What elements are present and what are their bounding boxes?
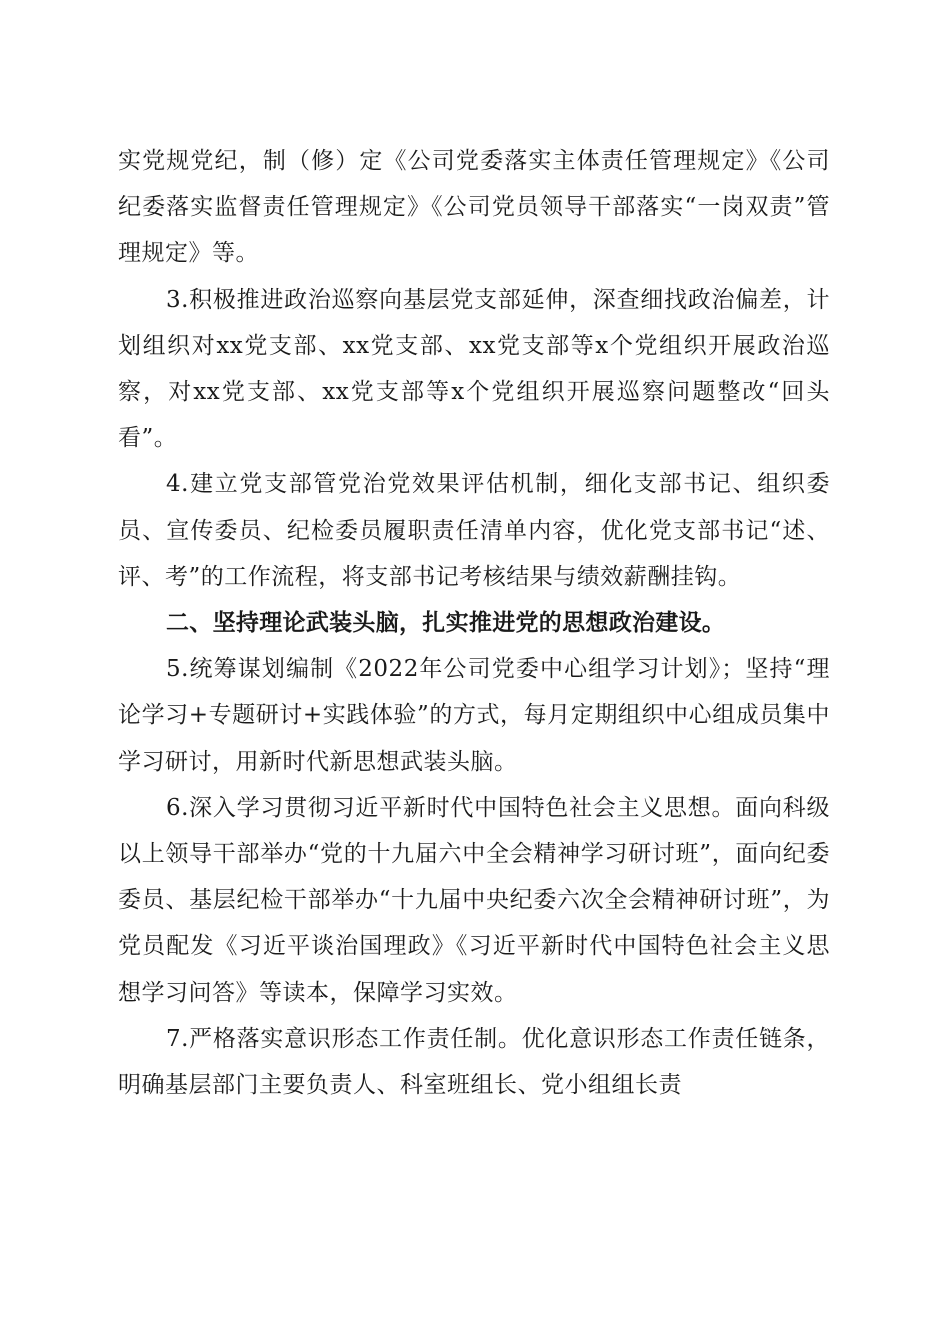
paragraph-item-7: 7.严格落实意识形态工作责任制。优化意识形态工作责任链条，明确基层部门主要负责人、科室班组长、党小组组长责 (118, 1025, 830, 1099)
section-heading-2: 二、坚持理论武装头脑，扎实推进党的思想政治建设。 (166, 610, 726, 637)
paragraph-item-6: 6.深入学习贯彻习近平新时代中国特色社会主义思想。面向科级以上领导干部举办“党的十九届六中全会精神学习研讨班”，面向纪委委员、基层纪检干部举办“十九届中央纪委六次全会精神研讨班”，为党员配发《习近平谈治国理政》《习近平新时代中国特色社会主义思想学习问答》等读本，保障学习实效。 (118, 794, 830, 1006)
paragraph-item-4: 4.建立党支部管党治党效果评估机制，细化支部书记、组织委员、宣传委员、纪检委员履职责任清单内容，优化党支部书记“述、评、考”的工作流程，将支部书记考核结果与绩效薪酬挂钩。 (118, 471, 830, 590)
paragraph-continued: 实党规党纪，制（修）定《公司党委落实主体责任管理规定》《公司纪委落实监督责任管理规定》《公司党员领导干部落实“一岗双责”管理规定》等。 (118, 148, 830, 267)
document-page (118, 138, 830, 1108)
paragraph-item-5: 5.统筹谋划编制《2022年公司党委中心组学习计划》；坚持“理论学习+专题研讨+实践体验”的方式，每月定期组织中心组成员集中学习研讨，用新时代新思想武装头脑。 (118, 656, 830, 775)
paragraph-item-3: 3.积极推进政治巡察向基层党支部延伸，深查细找政治偏差，计划组织对xx党支部、xx党支部、xx党支部等x个党组织开展政治巡察，对xx党支部、xx党支部等x个党组织开展巡察问题整改“回头看”。 (118, 286, 830, 452)
